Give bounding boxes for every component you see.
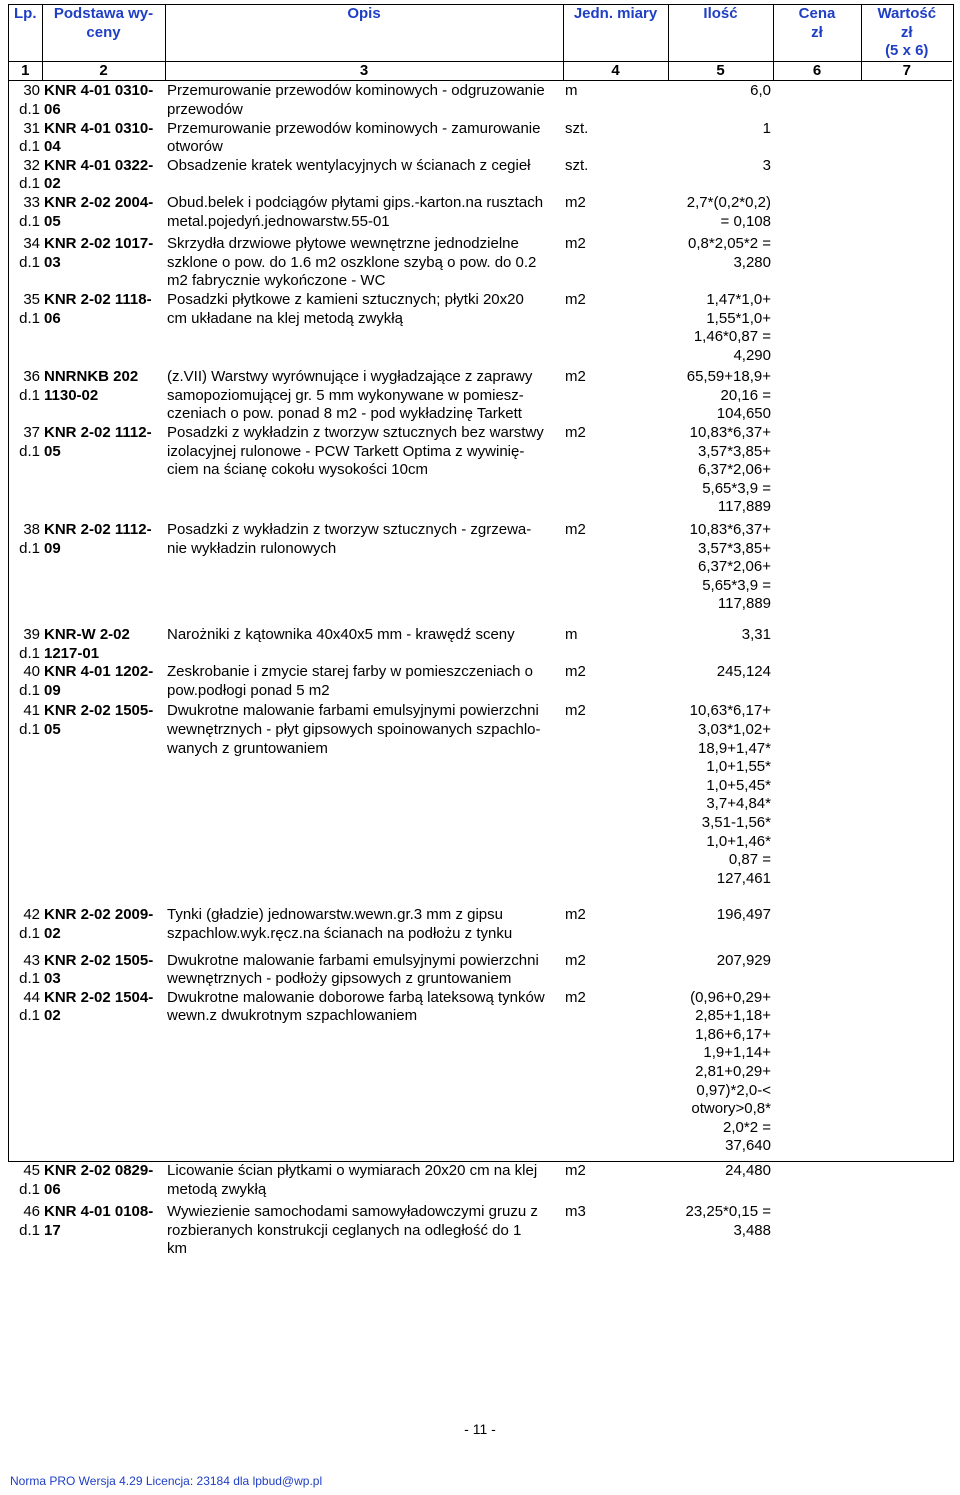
header-jm: Jedn. miary	[563, 5, 668, 61]
row-quantity: (0,96+0,29+ 2,85+1,18+ 1,86+6,17+ 1,9+1,14+ 2,81+0,29+ 0,97)*2,0-< otwory>0,8* 2,0*2 = 37,640	[690, 988, 771, 1155]
row-quantity: 207,929	[716, 951, 771, 969]
row-price	[773, 194, 861, 235]
row-lp: 41 d.1	[19, 702, 40, 738]
col-number: 1	[9, 61, 42, 81]
row-description: Obsadzenie kratek wentylacyjnych w ścianach z cegieł	[167, 156, 531, 174]
row-price	[773, 626, 861, 663]
row-price	[773, 157, 861, 194]
row-value	[861, 702, 952, 906]
row-description: Dwukrotne malowanie doborowe farbą lateksową tynków wewn.z dwukrotnym szpachlowaniem	[167, 988, 545, 1025]
table-row	[9, 194, 952, 235]
row-code: KNR 2-02 1118- 06	[44, 290, 152, 327]
row-description: Zeskrobanie i zmycie starej farby w pomieszczeniach o pow.podłogi ponad 5 m2	[167, 663, 533, 699]
row-description: Dwukrotne malowanie farbami emulsyjnymi powierzchni wewnętrznych - płyt gipsowych spoinowanych szpachlo- wanych z gruntowaniem	[167, 702, 541, 757]
col-number: 3	[165, 61, 563, 81]
row-quantity: 3,31	[741, 626, 771, 643]
row-value	[861, 1203, 952, 1259]
row-code: KNR 2-02 1504- 02	[44, 988, 154, 1025]
row-price	[773, 235, 861, 291]
row-unit: m	[565, 626, 578, 643]
row-description: Skrzydła drzwiowe płytowe wewnętrzne jednodzielne szklone o pow. do 1.6 m2 oszklone szybą o pow. do 0.2 m2 fabrycznie wykończone - WC	[167, 235, 537, 290]
row-value	[861, 235, 952, 291]
row-lp: 37 d.1	[19, 424, 40, 460]
row-lp: 31 d.1	[19, 119, 40, 156]
col-number: 5	[668, 61, 773, 81]
header-ilosc: Ilość	[668, 5, 773, 61]
table-row	[9, 291, 952, 368]
table-row	[9, 157, 952, 194]
row-lp: 33 d.1	[19, 193, 40, 230]
header-opis: Opis	[165, 5, 563, 61]
row-code: KNR-W 2-02 1217-01	[44, 626, 130, 662]
row-unit: m2	[565, 702, 586, 720]
row-lp: 35 d.1	[19, 290, 40, 327]
row-quantity: 24,480	[725, 1162, 771, 1180]
row-description: Licowanie ścian płytkami o wymiarach 20x20 cm na klej metodą zwykłą	[167, 1162, 538, 1198]
row-unit: szt.	[565, 156, 589, 174]
row-code: KNR 2-02 0829- 06	[44, 1162, 154, 1198]
row-lp: 43 d.1	[19, 951, 40, 988]
row-description: Narożniki z kątownika 40x40x5 mm - krawędź sceny	[167, 626, 515, 643]
row-price	[773, 291, 861, 368]
row-code: NNRNKB 202 1130-02	[44, 368, 139, 404]
row-description: Obud.belek i podciągów płytami gips.-karton.na rusztach metal.pojedyń.jednowarstw.55-01	[167, 193, 544, 230]
row-unit: m2	[565, 988, 586, 1006]
row-price	[773, 702, 861, 906]
row-price	[773, 424, 861, 521]
row-value	[861, 81, 952, 120]
table-row	[9, 235, 952, 291]
col-number: 7	[861, 61, 952, 81]
row-code: KNR 2-02 1112- 05	[44, 424, 152, 460]
page-number: - 11 -	[464, 1421, 496, 1437]
footer-license: Norma PRO Wersja 4.29 Licencja: 23184 dla lpbud@wp.pl	[10, 1474, 323, 1488]
row-price	[773, 952, 861, 989]
row-price	[773, 1162, 861, 1203]
row-unit: m2	[565, 424, 586, 442]
row-description: Posadzki z wykładzin z tworzyw sztucznych bez warstwy izolacyjnej rulonowe - PCW Tarkett Optima z wywinię- ciem na ścianę cokołu wysokości 10cm	[167, 424, 544, 479]
row-quantity: 196,497	[716, 906, 771, 924]
row-value	[861, 663, 952, 702]
row-quantity: 3	[762, 156, 771, 174]
row-value	[861, 521, 952, 626]
cost-estimate-table	[9, 5, 952, 1259]
table-row	[9, 702, 952, 906]
row-quantity: 23,25*0,15 = 3,488	[685, 1203, 771, 1239]
row-code: KNR 4-01 0322- 02	[44, 156, 154, 193]
row-code: KNR 2-02 2004- 05	[44, 193, 154, 230]
row-code: KNR 4-01 0108- 17	[44, 1203, 154, 1239]
row-value	[861, 952, 952, 989]
row-value	[861, 291, 952, 368]
row-quantity: 245,124	[716, 663, 771, 681]
row-quantity: 0,8*2,05*2 = 3,280	[688, 235, 771, 271]
row-unit: m2	[565, 663, 586, 681]
row-unit: szt.	[565, 119, 589, 137]
table-row	[9, 521, 952, 626]
row-quantity: 65,59+18,9+ 20,16 = 104,650	[686, 368, 771, 423]
table-row	[9, 81, 952, 120]
row-quantity: 1	[762, 119, 771, 137]
table-row	[9, 120, 952, 157]
row-lp: 38 d.1	[19, 521, 40, 557]
row-description: Posadzki z wykładzin z tworzyw sztucznych - zgrzewa- nie wykładzin rulonowych	[167, 521, 532, 557]
row-price	[773, 1203, 861, 1259]
cost-estimate-table-frame	[8, 4, 954, 1258]
row-unit: m2	[565, 368, 586, 386]
row-lp: 32 d.1	[19, 156, 40, 193]
col-number: 6	[773, 61, 861, 81]
row-lp: 36 d.1	[19, 368, 40, 404]
row-quantity: 2,7*(0,2*0,2) = 0,108	[686, 193, 771, 230]
row-value	[861, 626, 952, 663]
row-code: KNR 2-02 1112- 09	[44, 521, 152, 557]
table-row	[9, 1162, 952, 1203]
row-code: KNR 4-01 1202- 09	[44, 663, 154, 699]
row-code: KNR 2-02 1505- 05	[44, 702, 154, 738]
header-row	[9, 5, 952, 61]
table-row	[9, 1203, 952, 1259]
table-row	[9, 906, 952, 951]
row-code: KNR 2-02 2009- 02	[44, 906, 154, 942]
row-quantity: 10,83*6,37+ 3,57*3,85+ 6,37*2,06+ 5,65*3,9 = 117,889	[689, 521, 771, 613]
row-price	[773, 521, 861, 626]
table-row	[9, 989, 952, 1162]
row-description: Tynki (gładzie) jednowarstw.wewn.gr.3 mm z gipsu szpachlow.wyk.ręcz.na ścianach na podłożu z tynku	[167, 906, 513, 942]
table-row	[9, 626, 952, 663]
row-lp: 44 d.1	[19, 988, 40, 1025]
row-value	[861, 120, 952, 157]
row-value	[861, 157, 952, 194]
table-row	[9, 424, 952, 521]
row-quantity: 10,63*6,17+ 3,03*1,02+ 18,9+1,47* 1,0+1,55* 1,0+5,45* 3,7+4,84* 3,51-1,56* 1,0+1,46* 0,87 = 127,461	[689, 702, 771, 887]
row-lp: 45 d.1	[19, 1162, 40, 1198]
column-number-row	[9, 61, 952, 81]
row-value	[861, 194, 952, 235]
row-quantity: 10,83*6,37+ 3,57*3,85+ 6,37*2,06+ 5,65*3,9 = 117,889	[689, 424, 771, 516]
row-price	[773, 906, 861, 951]
row-code: KNR 2-02 1505- 03	[44, 951, 154, 988]
row-price	[773, 81, 861, 120]
row-description: Dwukrotne malowanie farbami emulsyjnymi powierzchni wewnętrznych - podłoży gipsowych z gruntowaniem	[167, 951, 539, 988]
row-lp: 42 d.1	[19, 906, 40, 942]
row-value	[861, 989, 952, 1162]
row-unit: m3	[565, 1203, 586, 1221]
header-cena: Cena zł	[773, 5, 861, 61]
row-value	[861, 1162, 952, 1203]
row-description: Wywiezienie samochodami samowyładowczymi gruzu z rozbieranych konstrukcji ceglanych na odległość do 1 km	[167, 1203, 538, 1258]
row-lp: 34 d.1	[19, 235, 40, 271]
row-price	[773, 368, 861, 424]
row-code: KNR 2-02 1017- 03	[44, 235, 154, 271]
row-unit: m2	[565, 521, 586, 539]
col-number: 4	[563, 61, 668, 81]
col-number: 2	[42, 61, 165, 81]
row-value	[861, 906, 952, 951]
row-value	[861, 368, 952, 424]
row-quantity: 1,47*1,0+ 1,55*1,0+ 1,46*0,87 = 4,290	[693, 290, 771, 364]
row-unit: m2	[565, 1162, 586, 1180]
table-row	[9, 368, 952, 424]
header-podstawa: Podstawa wy- ceny	[42, 5, 165, 61]
row-value	[861, 424, 952, 521]
row-description: Przemurowanie przewodów kominowych - zamurowanie otworów	[167, 119, 541, 156]
row-price	[773, 663, 861, 702]
row-description: (z.VII) Warstwy wyrównujące i wygładzające z zaprawy samopoziomującej gr. 5 mm wykonywane w pomiesz- czeniach o pow. ponad 8 m2 - pod wykładzinę Tarkett	[167, 368, 533, 423]
row-description: Przemurowanie przewodów kominowych - odgruzowanie przewodów	[167, 82, 545, 118]
row-quantity: 6,0	[750, 82, 771, 100]
table-body	[9, 81, 952, 1259]
row-price	[773, 120, 861, 157]
table-row	[9, 952, 952, 989]
row-unit: m2	[565, 906, 586, 924]
row-unit: m2	[565, 290, 586, 308]
row-lp: 39 d.1	[19, 626, 40, 662]
row-lp: 46 d.1	[19, 1203, 40, 1239]
table-row	[9, 663, 952, 702]
row-price	[773, 989, 861, 1162]
header-lp: Lp.	[9, 5, 42, 61]
row-lp: 40 d.1	[19, 663, 40, 699]
row-unit: m2	[565, 193, 586, 211]
row-unit: m2	[565, 951, 586, 969]
row-code: KNR 4-01 0310- 06	[44, 82, 154, 118]
row-unit: m	[565, 82, 578, 100]
row-code: KNR 4-01 0310- 04	[44, 119, 154, 156]
row-unit: m2	[565, 235, 586, 253]
row-description: Posadzki płytkowe z kamieni sztucznych; płytki 20x20 cm układane na klej metodą zwykłą	[167, 290, 524, 327]
header-wartosc: Wartość zł (5 x 6)	[877, 5, 937, 60]
row-lp: 30 d.1	[19, 82, 40, 118]
